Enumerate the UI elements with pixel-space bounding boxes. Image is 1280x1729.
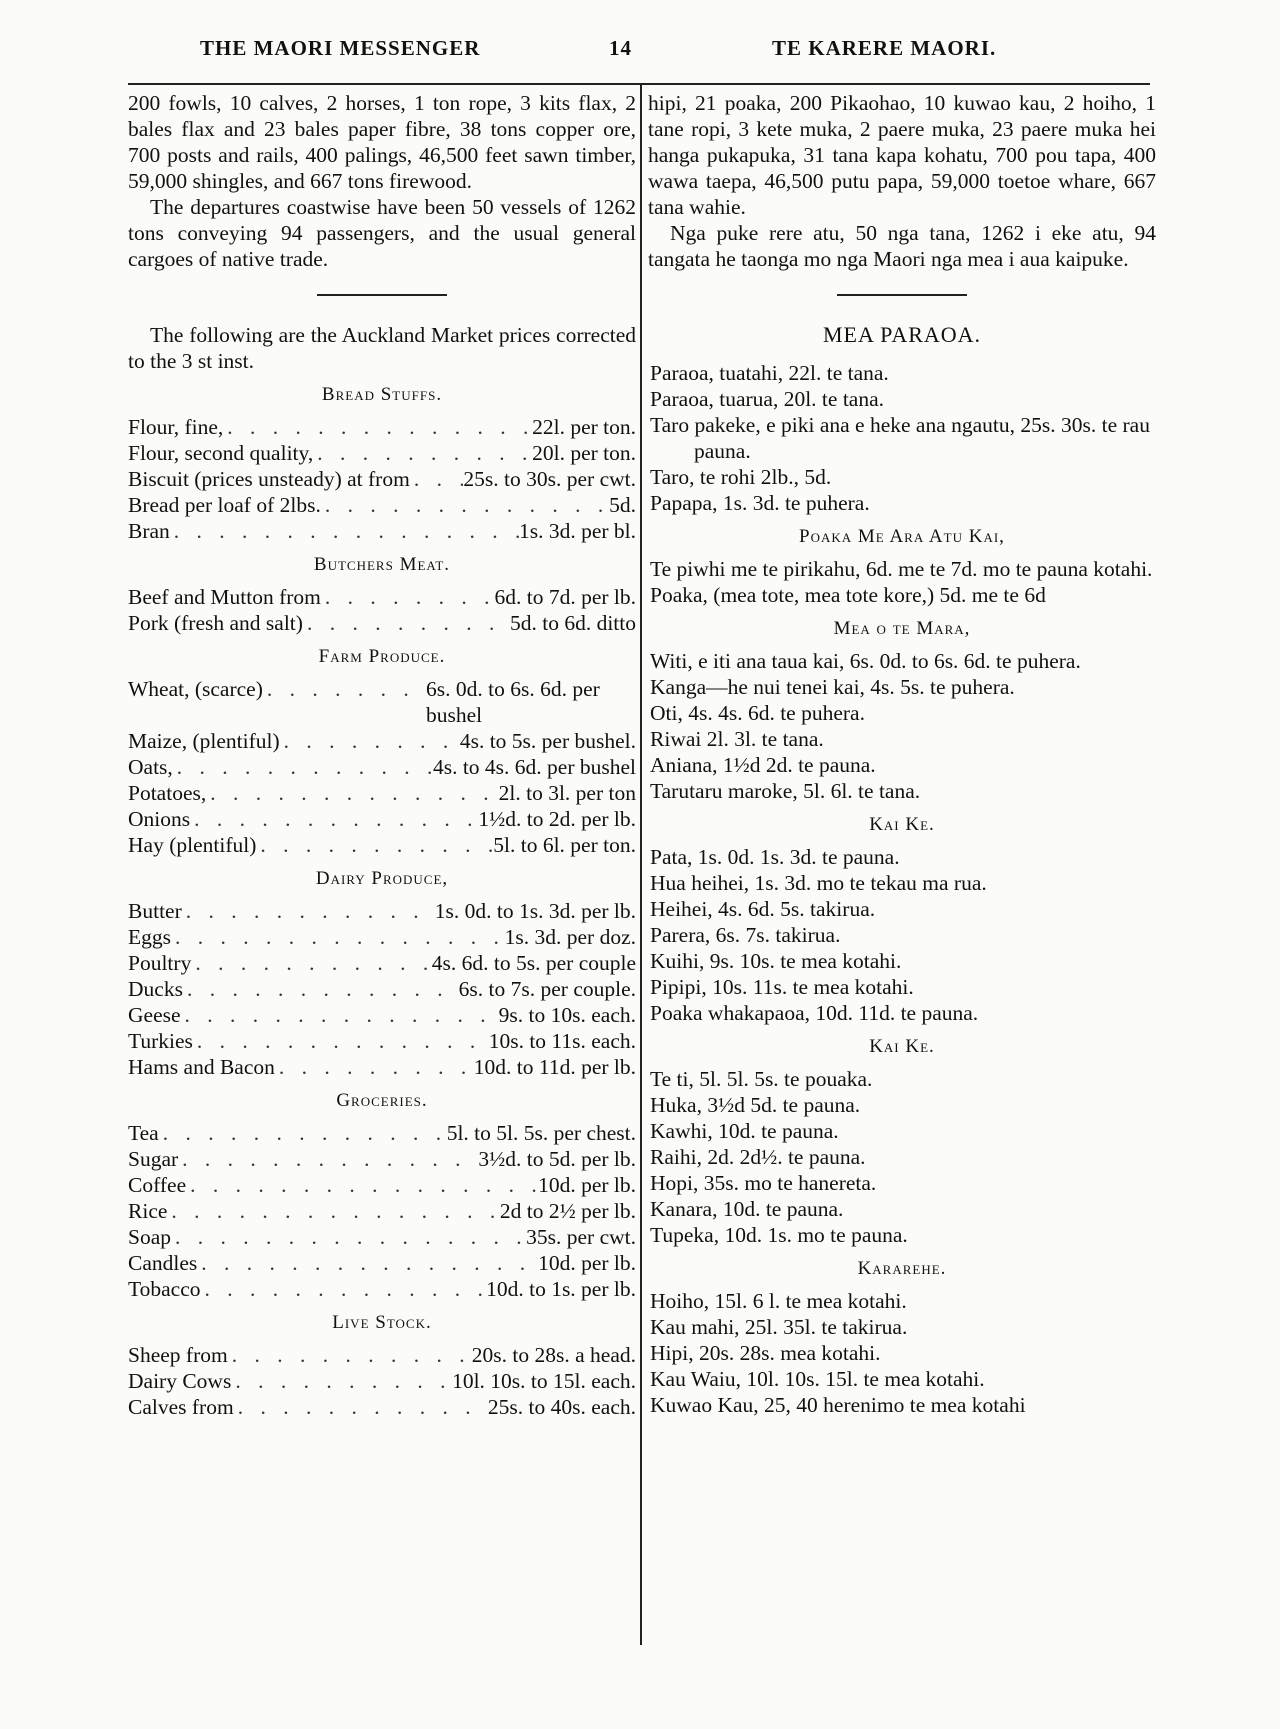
price-row (128, 414, 636, 440)
item-name: Biscuit (prices unsteady) at from (128, 467, 410, 491)
price-line: Poaka, (mea tote, mea tote kore,) 5d. me te 6d (650, 583, 1046, 607)
section-heading: Farm Produce. (318, 646, 446, 667)
item-price: 10d. to 1s. per lb. (486, 1277, 636, 1301)
item-price: 2d to 2½ per lb. (499, 1199, 636, 1223)
price-row (128, 1276, 636, 1302)
section-heading: MEA PARAOA. (822, 322, 982, 347)
price-line: Pipipi, 10s. 11s. te mea kotahi. (650, 975, 914, 999)
market-intro: The following are the Auckland Market prices corrected to the 3 st inst. (128, 323, 636, 373)
page-number: 14 (609, 36, 632, 60)
item-price: 10s. to 11s. each. (488, 1029, 636, 1053)
leader-dots (197, 1250, 538, 1276)
item-name: Flour, fine, (128, 415, 224, 439)
section-heading: Groceries. (336, 1090, 428, 1111)
section-heading: Butchers Meat. (313, 554, 451, 575)
leader-dots (171, 924, 505, 950)
item-name: Calves from (128, 1395, 234, 1419)
right-intro: hipi, 21 poaka, 200 Pikaohao, 10 kuwao kau, 2 hoiho, 1 tane ropi, 3 kete muka, 2 paere muka, 23 paere muka hei hanga pukapuka, 31 tana kapa kohatu, 700 pou tapa, 400 wawa taepa, 46,500 putu papa, 59,000 toetoe whare, 667 tana wahie. (648, 91, 1156, 219)
left-intro: 200 fowls, 10 calves, 2 horses, 1 ton rope, 3 kits flax, 2 bales flax and 23 bales paper fibre, 38 tons copper ore, 700 posts and rails, 400 palings, 46,500 feet sawn timber, 59,000 shingles, and 667 tons firewood. (128, 91, 636, 193)
item-name: Bran (128, 519, 170, 543)
leader-dots (410, 466, 464, 492)
item-price: 6s. to 7s. per couple. (458, 977, 636, 1001)
leader-dots (234, 1394, 488, 1420)
section-heading: Dairy Produce, (315, 868, 449, 889)
item-name: Candles (128, 1251, 198, 1275)
price-row (128, 610, 636, 636)
price-line: Raihi, 2d. 2d½. te pauna. (650, 1145, 866, 1169)
price-line: Te piwhi me te pirikahu, 6d. me te 7d. mo te pauna kotahi. (650, 557, 1153, 581)
item-price: 3½d. to 5d. per lb. (478, 1147, 636, 1171)
price-row (128, 1368, 636, 1394)
item-name: Ducks (128, 977, 183, 1001)
price-line: Kuihi, 9s. 10s. te mea kotahi. (650, 949, 902, 973)
item-name: Oats, (128, 755, 173, 779)
leader-dots (231, 1368, 452, 1394)
price-row (128, 1146, 636, 1172)
price-row (128, 898, 636, 924)
leader-dots (186, 1172, 538, 1198)
price-line: Oti, 4s. 4s. 6d. te puhera. (650, 701, 865, 725)
section-heading: Poaka Me Ara Atu Kai, (799, 526, 1005, 547)
item-price: 25s. to 30s. per cwt. (463, 467, 636, 491)
price-row (128, 1054, 636, 1080)
price-line: Aniana, 1½d 2d. te pauna. (650, 753, 876, 777)
price-row (128, 780, 636, 806)
price-row (128, 584, 636, 610)
item-name: Geese (128, 1003, 181, 1027)
price-row (128, 1172, 636, 1198)
price-line: Kanga—he nui tenei kai, 4s. 5s. te puhera. (650, 675, 1015, 699)
leader-dots (263, 676, 426, 702)
header-left-title: THE MAORI MESSENGER (200, 36, 481, 60)
section-heading: Live Stock. (332, 1312, 432, 1333)
leader-dots (313, 440, 532, 466)
item-name: Potatoes, (128, 781, 207, 805)
price-line: Riwai 2l. 3l. te tana. (650, 727, 824, 751)
price-row (128, 1198, 636, 1224)
item-price: 25s. to 40s. each. (487, 1395, 636, 1419)
leader-dots (170, 518, 519, 544)
header-rule (128, 83, 1150, 85)
price-line: Witi, e iti ana taua kai, 6s. 0d. to 6s. 6d. te puhera. (650, 649, 1081, 673)
price-line: Paraoa, tuatahi, 22l. te tana. (650, 361, 889, 385)
price-row (128, 924, 636, 950)
leader-dots (183, 976, 459, 1002)
price-row (128, 1028, 636, 1054)
item-name: Hams and Bacon (128, 1055, 275, 1079)
item-price: 1s. 3d. per bl. (518, 519, 636, 543)
item-name: Hay (plentiful) (128, 833, 257, 857)
item-name: Beef and Mutton from (128, 585, 321, 609)
item-name: Wheat, (scarce) (128, 677, 263, 701)
price-row (128, 440, 636, 466)
price-line: Kuwao Kau, 25, 40 herenimo te mea kotahi (650, 1393, 1026, 1417)
item-price: 10l. 10s. to 15l. each. (452, 1369, 636, 1393)
item-name: Flour, second quality, (128, 441, 314, 465)
leader-dots (173, 754, 433, 780)
price-row (128, 466, 636, 492)
item-price: 5d. to 6d. ditto (509, 611, 636, 635)
item-price: 35s. per cwt. (526, 1225, 636, 1249)
price-line: Poaka whakapaoa, 10d. 11d. te pauna. (650, 1001, 979, 1025)
item-name: Coffee (128, 1173, 187, 1197)
item-price: 5l. to 6l. per ton. (493, 833, 636, 857)
item-price: 1s. 3d. per doz. (504, 925, 636, 949)
item-name: Pork (fresh and salt) (128, 611, 303, 635)
price-line: Paraoa, tuarua, 20l. te tana. (650, 387, 885, 411)
leader-dots (256, 832, 493, 858)
left-column (128, 90, 636, 1420)
price-sections (128, 382, 636, 1420)
right-column (648, 90, 1156, 1418)
item-price: 1½d. to 2d. per lb. (478, 807, 636, 831)
section-heading: Kai Ke. (869, 814, 935, 835)
item-price: 4s. to 4s. 6d. per bushel (432, 755, 636, 779)
item-price: 10d. per lb. (538, 1251, 636, 1275)
price-row (128, 676, 636, 728)
price-line: Tarutaru maroke, 5l. 6l. te tana. (650, 779, 921, 803)
item-name: Rice (128, 1199, 168, 1223)
leader-dots (159, 1120, 447, 1146)
price-row (128, 1224, 636, 1250)
price-row (128, 1342, 636, 1368)
price-line: Tupeka, 10d. 1s. mo te pauna. (650, 1223, 908, 1247)
left-departures: The departures coastwise have been 50 vessels of 1262 tons conveying 94 passengers, and the usual general cargoes of native trade. (128, 195, 636, 271)
item-name: Maize, (plentiful) (128, 729, 280, 753)
maori-price-sections (648, 322, 1156, 1418)
section-heading: Kai Ke. (869, 1036, 935, 1057)
item-price: 20s. to 28s. a head. (471, 1343, 636, 1367)
price-row (128, 1394, 636, 1420)
leader-dots (321, 492, 609, 518)
header-right-title: TE KARERE MAORI. (772, 36, 997, 60)
item-price: 1s. 0d. to 1s. 3d. per lb. (434, 899, 636, 923)
section-heading: Bread Stuffs. (321, 384, 443, 405)
item-name: Soap (128, 1225, 171, 1249)
item-price: 10d. per lb. (538, 1173, 636, 1197)
price-row (128, 1002, 636, 1028)
column-divider (640, 85, 642, 1645)
price-row (128, 976, 636, 1002)
price-line: Heihei, 4s. 6d. 5s. takirua. (650, 897, 876, 921)
page-header (0, 36, 1280, 70)
price-line: Taro, te rohi 2lb., 5d. (650, 465, 832, 489)
leader-dots (223, 414, 532, 440)
leader-dots (182, 898, 435, 924)
right-divider-rule (837, 294, 967, 296)
item-price: 4s. to 5s. per bushel. (459, 729, 636, 753)
leader-dots (280, 728, 460, 754)
price-line: Papapa, 1s. 3d. te puhera. (650, 491, 870, 515)
right-departures: Nga puke rere atu, 50 nga tana, 1262 i eke atu, 94 tangata he taonga mo nga Maori nga mea i aua kaipuke. (648, 221, 1156, 271)
leader-dots (171, 1224, 526, 1250)
leader-dots (201, 1276, 487, 1302)
item-name: Bread per loaf of 2lbs. (128, 493, 321, 517)
price-row (128, 492, 636, 518)
item-price: 10d. to 11d. per lb. (473, 1055, 636, 1079)
price-row (128, 950, 636, 976)
leader-dots (275, 1054, 474, 1080)
item-name: Tea (128, 1121, 159, 1145)
item-name: Sheep from (128, 1343, 228, 1367)
price-line: Hua heihei, 1s. 3d. mo te tekau ma rua. (650, 871, 987, 895)
item-name: Butter (128, 899, 182, 923)
leader-dots (178, 1146, 478, 1172)
item-price: 6s. 0d. to 6s. 6d. per bushel (426, 677, 600, 727)
price-line: Te ti, 5l. 5l. 5s. te pouaka. (650, 1067, 873, 1091)
item-price: 22l. per ton. (532, 415, 636, 439)
price-row (128, 754, 636, 780)
item-name: Onions (128, 807, 191, 831)
price-line: Hipi, 20s. 28s. mea kotahi. (650, 1341, 881, 1365)
price-line: Kau Waiu, 10l. 10s. 15l. te mea kotahi. (650, 1367, 985, 1391)
item-name: Eggs (128, 925, 171, 949)
leader-dots (228, 1342, 472, 1368)
price-line: Hopi, 35s. mo te hanereta. (650, 1171, 877, 1195)
left-divider-rule (317, 294, 447, 296)
item-price: 4s. 6d. to 5s. per couple (431, 951, 636, 975)
item-price: 6d. to 7d. per lb. (494, 585, 636, 609)
price-line: Kanara, 10d. te pauna. (650, 1197, 844, 1221)
price-line: Hoiho, 15l. 6 l. te mea kotahi. (650, 1289, 907, 1313)
leader-dots (321, 584, 495, 610)
leader-dots (303, 610, 510, 636)
item-price: 5l. to 5l. 5s. per chest. (446, 1121, 636, 1145)
item-name: Turkies (128, 1029, 193, 1053)
price-row (128, 1120, 636, 1146)
leader-dots (191, 950, 431, 976)
price-line: Taro pakeke, e piki ana e heke ana ngautu, 25s. 30s. te rau pauna. (650, 413, 1150, 463)
leader-dots (181, 1002, 499, 1028)
item-name: Dairy Cows (128, 1369, 232, 1393)
price-row (128, 806, 636, 832)
price-row (128, 1250, 636, 1276)
item-price: 20l. per ton. (532, 441, 636, 465)
item-price: 5d. (609, 493, 636, 517)
leader-dots (206, 780, 498, 806)
section-heading: Kararehe. (857, 1258, 947, 1279)
item-name: Poultry (128, 951, 192, 975)
leader-dots (190, 806, 478, 832)
price-line: Kau mahi, 25l. 35l. te takirua. (650, 1315, 908, 1339)
price-line: Parera, 6s. 7s. takirua. (650, 923, 841, 947)
leader-dots (167, 1198, 499, 1224)
price-row (128, 728, 636, 754)
price-row (128, 832, 636, 858)
price-line: Pata, 1s. 0d. 1s. 3d. te pauna. (650, 845, 900, 869)
price-line: Kawhi, 10d. te pauna. (650, 1119, 839, 1143)
price-line: Huka, 3½d 5d. te pauna. (650, 1093, 861, 1117)
price-row (128, 518, 636, 544)
section-heading: Mea o te Mara, (833, 618, 971, 639)
item-price: 9s. to 10s. each. (498, 1003, 636, 1027)
item-price: 2l. to 3l. per ton (498, 781, 636, 805)
item-name: Sugar (128, 1147, 179, 1171)
item-name: Tobacco (128, 1277, 201, 1301)
leader-dots (193, 1028, 489, 1054)
